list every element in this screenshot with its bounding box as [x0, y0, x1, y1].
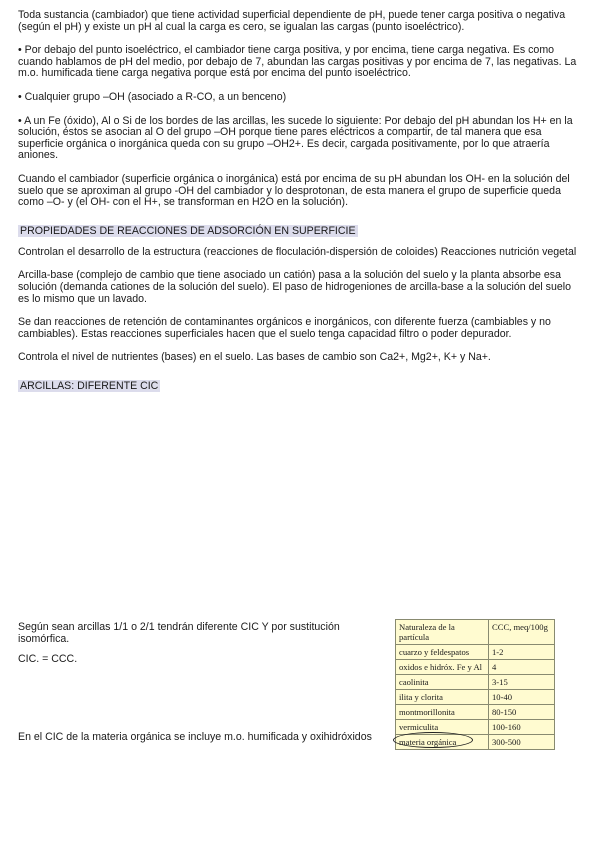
note-clay-types: Según sean arcillas 1/1 o 2/1 tendrán diferente CIC Y por sustitución isomórfica.: [18, 621, 340, 645]
table-cell: 4: [489, 660, 555, 675]
table-cell: oxidos e hidróx. Fe y Al: [396, 660, 489, 675]
table-cell: cuarzo y feldespatos: [396, 645, 489, 660]
table-row: [396, 645, 555, 660]
table-cell: 80-150: [489, 705, 555, 720]
table-cell: 10-40: [489, 690, 555, 705]
table-cell: 300-500: [489, 735, 555, 750]
table-header-cell: Naturaleza de la partícula: [396, 620, 489, 645]
paragraph-fe-al-si: • A un Fe (óxido), Al o Si de los bordes de las arcillas, les sucede lo siguiente: Por debajo del pH abundan los H+ en la solución, éstos se asocian al O del grupo –OH porque tiene pares eléctricos a compartir, de tal manera que esa superficie orgánica o inorgánica queda con su grupo –OH2+. Es decir, cargada positivamente, por lo que atraería aniones.: [18, 114, 573, 162]
paragraph-oh-group: • Cualquier grupo –OH (asociado a R-CO, a un benceno): [18, 90, 287, 103]
paragraph-above-ph: Cuando el cambiador (superficie orgánica o inorgánica) está por encima de su pH abundan los OH- en la solución del suelo que se aproximan al grupo -OH del cambiador y lo desprotonan, de esta manera el grupo de superficie queda como –O- y (el OH- con el H+, se transforman en H2O en la solución).: [18, 172, 570, 209]
clays-notes: [18, 622, 378, 752]
paragraph-intro: Toda sustancia (cambiador) que tiene actividad superficial dependiente de pH, puede tener carga positiva o negativa (según el pH) y existe un pH al cual la carga es cero, se igualan las cargas (punto isoeléctrico).: [18, 9, 566, 33]
table-header-cell: CCC, meq/100g: [489, 620, 555, 645]
paragraph-clay-base: Arcilla-base (complejo de cambio que tiene asociado un catión) pasa a la solución del suelo y la planta absorbe esa solución (demanda cationes de la solución del suelo). El paso de hidrogeniones de arcilla-base a la solución del suelo es lo mismo que un lavado.: [18, 269, 571, 305]
table-cell: 100-160: [489, 720, 555, 735]
table-row: [396, 705, 555, 720]
document-body: [18, 10, 584, 402]
paragraph-structure: Controlan el desarrollo de la estructura (reacciones de floculación-dispersión de coloides) Reacciones nutrición vegetal: [18, 245, 577, 258]
paragraph-isoelectric: • Por debajo del punto isoeléctrico, el cambiador tiene carga positiva, y por encima, tiene carga negativa. Es como cuando hablamos de pH del medio, por debajo de 7, abundan las cargas positivas y por encima de 7, las negativas. La m.o. humificada tiene carga negativa porque está por encima del punto isoeléctrico.: [18, 44, 577, 80]
table-cell-text: materia orgánica: [399, 737, 457, 747]
hand-drawn-ellipse: [393, 732, 473, 748]
table-row-organic-matter: [396, 735, 555, 750]
table-header-row: [396, 620, 555, 645]
table-cell: caolinita: [396, 675, 489, 690]
paragraph-nutrients: Controla el nivel de nutrientes (bases) en el suelo. Las bases de cambio son Ca2+, Mg2+, K+ y Na+.: [18, 351, 491, 364]
heading-clays-cic: ARCILLAS: DIFERENTE CIC: [20, 379, 159, 392]
table-row: [396, 675, 555, 690]
table-cell: montmorillonita: [396, 705, 489, 720]
note-cic-ccc: CIC. = CCC.: [18, 653, 78, 666]
note-organic-matter: En el CIC de la materia orgánica se incluye m.o. humificada y oxihidróxidos: [18, 730, 372, 743]
paragraph-retention: Se dan reacciones de retención de contaminantes orgánicos e inorgánicos, con diferente fuerza (cambiables y no cambiables). Estas reacciones superficiales hacen que el suelo tenga capacidad filtro o poder depurador.: [18, 316, 551, 340]
table-cell: ilita y clorita: [396, 690, 489, 705]
table-row: [396, 690, 555, 705]
table-cell: vermiculita: [396, 720, 489, 735]
cec-table: [395, 619, 555, 750]
heading-adsorption-properties: PROPIEDADES DE REACCIONES DE ADSORCIÓN EN SUPERFICIE: [20, 224, 356, 237]
table-cell: 1-2: [489, 645, 555, 660]
table-cell-circled: [396, 735, 489, 750]
table-row: [396, 660, 555, 675]
table-cell: 3-15: [489, 675, 555, 690]
